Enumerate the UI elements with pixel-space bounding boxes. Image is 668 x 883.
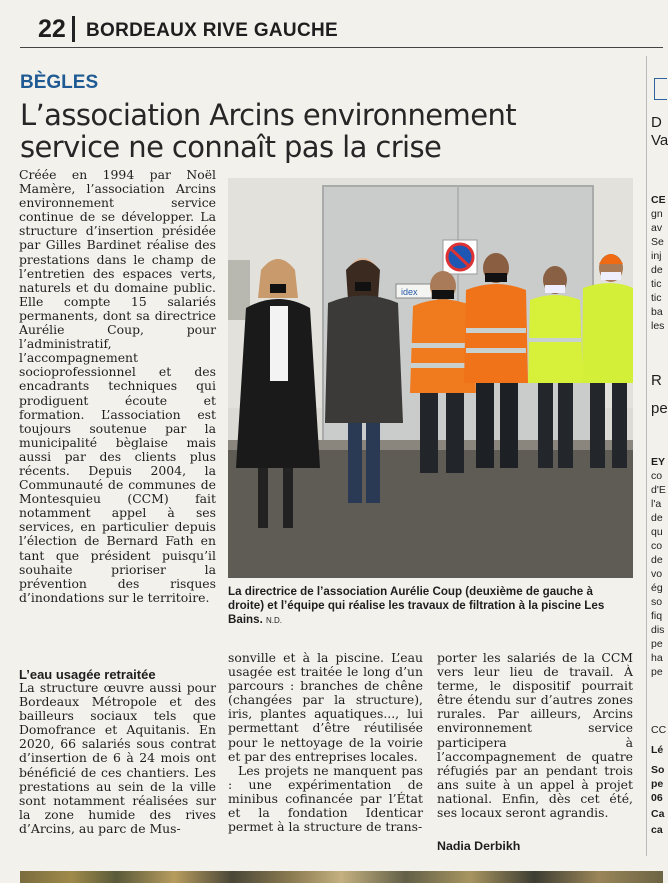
byline: Nadia Derbikh <box>437 839 521 853</box>
strip-line-fragment: pe <box>651 778 664 790</box>
strip-line-fragment: R <box>651 372 662 389</box>
strip-line-fragment: ba <box>651 306 663 318</box>
strip-line-fragment: pe <box>651 400 668 417</box>
article-column-1 <box>19 168 216 605</box>
strip-line-fragment: l'a <box>651 498 662 510</box>
paragraph: La structure œuvre aussi pour Bordeaux Métropole et des bailleurs sociaux tels que Domofrance et Aquitanis. En 2020, 66 salariés sous contrat d’insertion de 6 à 24 mois ont bénéficié de ces chantiers. Les prestations au sein de la ville sont notamment réalisées sur la zone humide des rives d’Arcins, au parc de Mus- <box>19 680 216 836</box>
article-column-3 <box>437 651 633 820</box>
strip-line-fragment: EY <box>651 456 666 468</box>
paragraph: Créée en 1994 par Noël Mamère, l’association Arcins environnement service continue de se développer. La structure d’insertion présidée par Gilles Bardinet réalise des prestations dans le champ de l’entretien des espaces verts, naturels et du domaine public. Elle compte 15 salariés permanents, dont sa directrice Aurélie Coup, pour l’administratif, l’accompagnement socioprofessionnel et des encadrants techniques qui prodiguent écoute et formation. L’association est toujours soutenue par la municipalité bèglaise mais aussi par des clients plus récents. Depuis 2004, la Communauté de communes de Montesquieu (CCM) fait notamment appel à ses services, en particulier depuis l’élection de Bernard Fath en tant que président puisqu’il souhaite prioriser la prévention des risques d’inondations sur le territoire. <box>19 167 216 605</box>
strip-line-fragment: co <box>651 470 663 482</box>
strip-line-fragment: pe <box>651 666 663 678</box>
article-subhead: L’eau usagée retraitée <box>19 667 156 682</box>
page-number: 22 <box>38 15 66 43</box>
adjacent-article-fragment <box>651 114 668 874</box>
strip-line-fragment: gn <box>651 208 663 220</box>
strip-line-fragment: ca <box>651 824 663 836</box>
strip-line-fragment: pe <box>651 638 663 650</box>
team-photo <box>228 178 633 578</box>
strip-line-fragment: Va <box>651 132 668 149</box>
strip-line-fragment: tic <box>651 292 662 304</box>
photo-credit: N.D. <box>266 616 283 625</box>
strip-line-fragment: de <box>651 554 663 566</box>
strip-line-fragment: av <box>651 222 663 234</box>
header-rule <box>20 47 663 48</box>
paragraph: sonville et à la piscine. L’eau usagée est traitée le long d’un parcours : branches de chêne (changées par la structure), iris, plantes aquatiques..., lui permettant d’être réutilisée pour le nettoyage de la voirie et par des entreprises locales. <box>228 650 423 764</box>
header-divider <box>72 16 75 42</box>
adjacent-box-edge <box>654 78 667 100</box>
strip-line-fragment: ha <box>651 652 663 664</box>
strip-line-fragment: so <box>651 596 663 608</box>
strip-line-fragment: de <box>651 512 663 524</box>
strip-line-fragment: les <box>651 320 665 332</box>
photo-caption <box>228 585 632 628</box>
strip-line-fragment: fiq <box>651 610 663 622</box>
strip-line-fragment: dis <box>651 624 665 636</box>
strip-line-fragment: ég <box>651 582 663 594</box>
strip-line-fragment: CC <box>651 724 667 736</box>
section-title: BORDEAUX RIVE GAUCHE <box>86 20 338 41</box>
column-rule <box>646 56 647 856</box>
strip-line-fragment: vo <box>651 568 663 580</box>
caption-text: La directrice de l’association Aurélie Coup (deuxième de gauche à droite) et l’équipe qui réalise les travaux de filtration à la piscine Les Bains. <box>228 585 605 626</box>
strip-line-fragment: qu <box>651 526 663 538</box>
bottom-photo-strip <box>20 871 663 883</box>
strip-line-fragment: tic <box>651 278 662 290</box>
strip-line-fragment: co <box>651 540 663 552</box>
strip-line-fragment: So <box>651 764 665 776</box>
strip-line-fragment: Se <box>651 236 664 248</box>
article-kicker: BÈGLES <box>20 72 99 93</box>
article-headline: L’association Arcins environnement service ne connaît pas la crise <box>20 98 516 164</box>
sign-text: idex <box>401 287 418 297</box>
strip-line-fragment: de <box>651 264 663 276</box>
article-column-2 <box>228 651 423 834</box>
strip-line-fragment: inj <box>651 250 662 262</box>
paragraph: Les projets ne manquent pas : une expérimentation de minibus cofinancée par l’État et la fondation Identicar permet à la structure de trans- <box>228 762 423 835</box>
strip-line-fragment: CE <box>651 194 666 206</box>
strip-line-fragment: Ca <box>651 808 665 820</box>
strip-line-fragment: d'E <box>651 484 666 496</box>
strip-line-fragment: 06 <box>651 792 663 804</box>
article-column-1-continued <box>19 681 216 836</box>
strip-line-fragment: Lé <box>651 744 664 756</box>
strip-line-fragment: D <box>651 114 662 131</box>
paragraph: porter les salariés de la CCM vers leur lieu de travail. À terme, le dispositif pourrait être étendu sur d’autres zones rurales. Par ailleurs, Arcins environnement service participera à l’accompagnement de quatre réfugiés par an pendant trois ans suite à un appel à projet national. Enfin, dès cet été, ses locaux seront agrandis. <box>437 650 633 821</box>
